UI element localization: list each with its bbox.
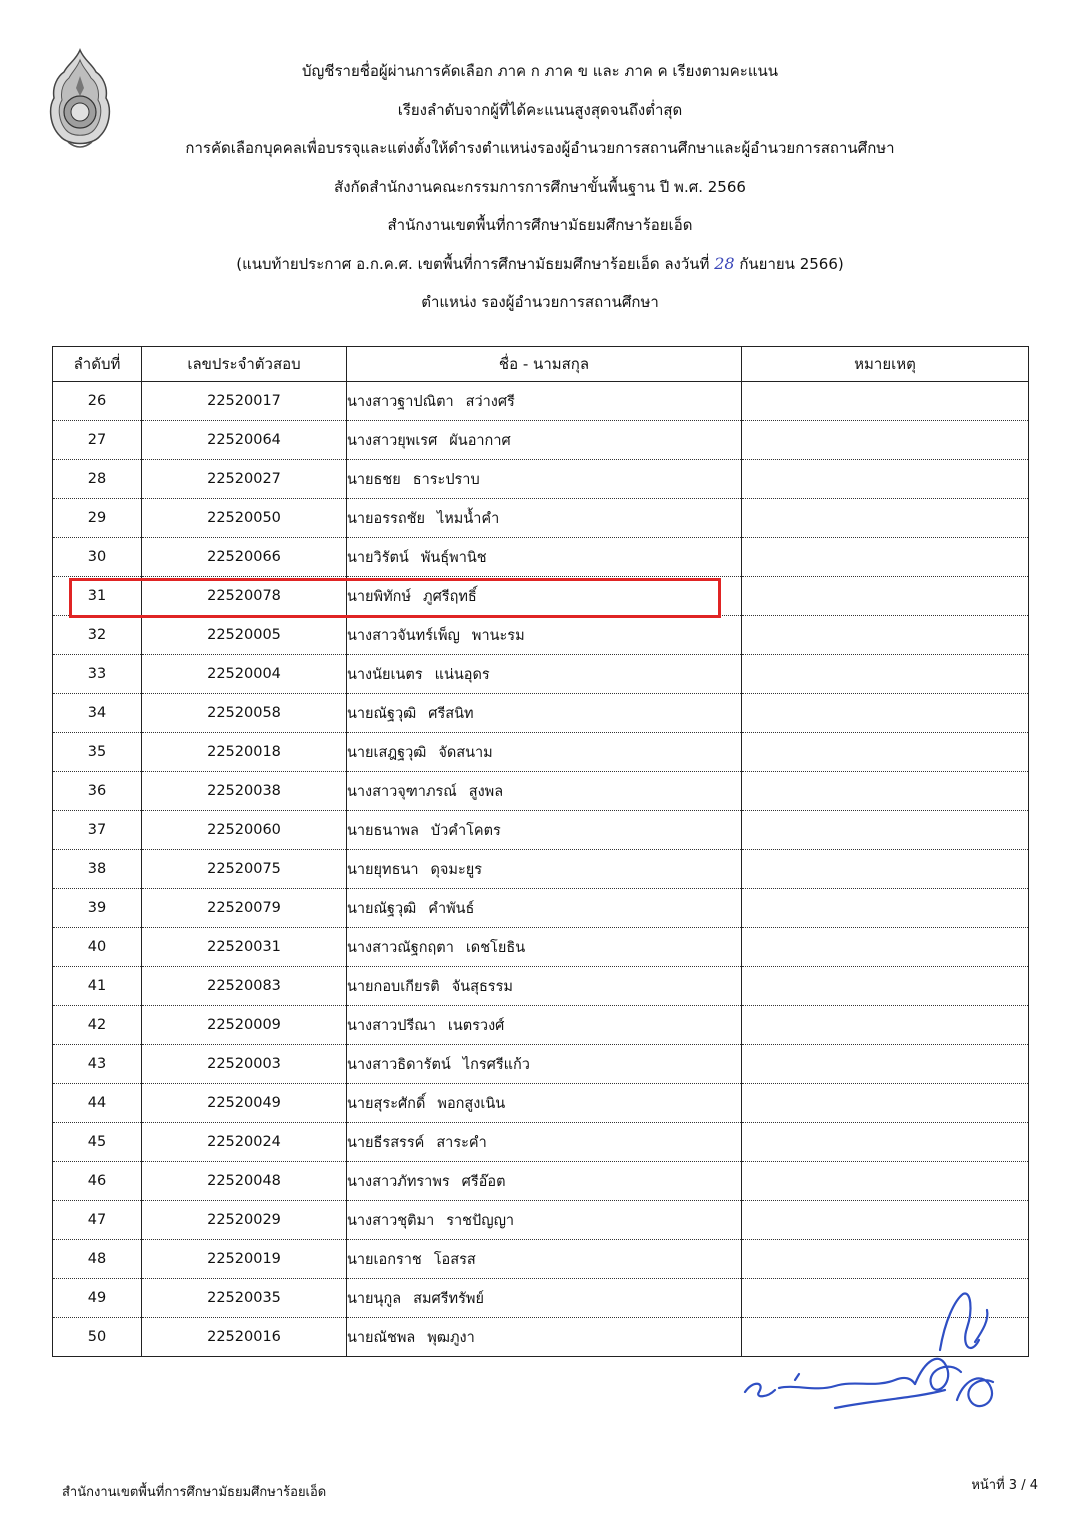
- last-name: แน่นอุดร: [434, 666, 490, 683]
- first-name: นายนุกูล: [347, 1290, 402, 1307]
- last-name: พุฒภูงา: [427, 1329, 475, 1346]
- first-name: นางสาวจุฑาภรณ์: [347, 783, 457, 800]
- name-cell: [347, 655, 742, 694]
- rank-cell: 45: [53, 1123, 142, 1162]
- name-cell: [347, 1084, 742, 1123]
- note-cell: [742, 460, 1029, 499]
- header-position: ตำแหน่ง รองผู้อำนวยการสถานศึกษา: [421, 293, 659, 311]
- first-name: นางสาวณัฐกฤตา: [347, 939, 454, 956]
- first-name: นางสาวยุพเรศ: [347, 432, 438, 449]
- name-cell: [347, 850, 742, 889]
- note-cell: [742, 1045, 1029, 1084]
- last-name: สว่างศรี: [465, 393, 515, 410]
- exam-id-cell: 22520019: [142, 1240, 347, 1279]
- name-cell: [347, 928, 742, 967]
- table-row: [53, 1084, 1029, 1123]
- rank-cell: 34: [53, 694, 142, 733]
- rank-cell: 32: [53, 616, 142, 655]
- rank-cell: 38: [53, 850, 142, 889]
- document-header: [120, 52, 960, 322]
- table-row: [53, 967, 1029, 1006]
- rank-cell: 29: [53, 499, 142, 538]
- exam-id-cell: 22520083: [142, 967, 347, 1006]
- table-row: [53, 889, 1029, 928]
- header-announcement-ref: [120, 245, 960, 284]
- rank-cell: 47: [53, 1201, 142, 1240]
- last-name: บัวคำโคตร: [430, 822, 501, 839]
- name-cell: [347, 382, 742, 421]
- last-name: คำพันธ์: [428, 900, 475, 917]
- note-cell: [742, 733, 1029, 772]
- first-name: นายเอกราช: [347, 1251, 422, 1268]
- exam-id-cell: 22520005: [142, 616, 347, 655]
- table-row: [53, 460, 1029, 499]
- highlight-box: [69, 578, 721, 618]
- exam-id-cell: 22520049: [142, 1084, 347, 1123]
- rank-cell: 37: [53, 811, 142, 850]
- rank-cell: 26: [53, 382, 142, 421]
- last-name: สูงพล: [468, 783, 504, 800]
- column-header-exam-id: เลขประจำตัวสอบ: [142, 347, 347, 382]
- last-name: ไกรศรีแก้ว: [462, 1056, 530, 1073]
- rank-cell: 31: [53, 577, 142, 616]
- exam-id-cell: 22520078: [142, 577, 347, 616]
- rank-cell: 50: [53, 1318, 142, 1357]
- table-row: [53, 655, 1029, 694]
- rank-cell: 40: [53, 928, 142, 967]
- table-row: [53, 928, 1029, 967]
- rank-cell: 41: [53, 967, 142, 1006]
- note-cell: [742, 382, 1029, 421]
- name-cell: [347, 772, 742, 811]
- note-cell: [742, 967, 1029, 1006]
- exam-id-cell: 22520024: [142, 1123, 347, 1162]
- last-name: เนตรวงศ์: [447, 1017, 505, 1034]
- exam-id-cell: 22520009: [142, 1006, 347, 1045]
- header-office: สำนักงานเขตพื้นที่การศึกษามัธยมศึกษาร้อยเอ็ด: [387, 216, 693, 234]
- last-name: สมศรีทรัพย์: [413, 1290, 484, 1307]
- table-row: [53, 733, 1029, 772]
- last-name: โอสรส: [433, 1251, 476, 1268]
- table-row: [53, 1162, 1029, 1201]
- last-name: พันธุ์พานิช: [420, 549, 487, 566]
- exam-id-cell: 22520031: [142, 928, 347, 967]
- name-cell: [347, 811, 742, 850]
- first-name: นายณัฐวุฒิ: [347, 900, 417, 917]
- note-cell: [742, 1006, 1029, 1045]
- rank-cell: 48: [53, 1240, 142, 1279]
- note-cell: [742, 1084, 1029, 1123]
- name-cell: [347, 889, 742, 928]
- rank-cell: 27: [53, 421, 142, 460]
- name-cell: [347, 499, 742, 538]
- rank-cell: 39: [53, 889, 142, 928]
- last-name: ดุจมะยูร: [430, 861, 483, 878]
- name-cell: [347, 1318, 742, 1357]
- last-name: ราชปัญญา: [446, 1212, 515, 1229]
- last-name: พอกสูงเนิน: [437, 1095, 506, 1112]
- note-cell: [742, 811, 1029, 850]
- last-name: ธาระปราบ: [412, 471, 480, 488]
- column-header-rank: ลำดับที่: [53, 347, 142, 382]
- name-cell: [347, 694, 742, 733]
- exam-id-cell: 22520079: [142, 889, 347, 928]
- last-name: จัดสนาม: [438, 744, 493, 761]
- name-cell: [347, 538, 742, 577]
- first-name: นายธชย: [347, 471, 401, 488]
- table-header-row: [53, 347, 1029, 382]
- name-cell: [347, 616, 742, 655]
- first-name: นายธนาพล: [347, 822, 419, 839]
- table-row: [53, 694, 1029, 733]
- first-name: นางสาวฐาปณิตา: [347, 393, 454, 410]
- name-cell: [347, 460, 742, 499]
- first-name: นายณัฐวุฒิ: [347, 705, 417, 722]
- name-cell: [347, 1123, 742, 1162]
- exam-id-cell: 22520004: [142, 655, 347, 694]
- announcement-handwritten-day: 28: [714, 253, 735, 273]
- first-name: นายกอบเกียรติ: [347, 978, 440, 995]
- rank-cell: 36: [53, 772, 142, 811]
- rank-cell: 35: [53, 733, 142, 772]
- note-cell: [742, 1201, 1029, 1240]
- note-cell: [742, 889, 1029, 928]
- note-cell: [742, 850, 1029, 889]
- first-name: นายธีรสรรค์: [347, 1134, 425, 1151]
- first-name: นายยุทธนา: [347, 861, 419, 878]
- last-name: ไหมน้ำคำ: [436, 510, 500, 527]
- rank-cell: 42: [53, 1006, 142, 1045]
- table-row: [53, 616, 1029, 655]
- table-row: [53, 1201, 1029, 1240]
- table-row: [53, 772, 1029, 811]
- name-cell: [347, 1201, 742, 1240]
- table-row: [53, 538, 1029, 577]
- first-name: นางสาวจันทร์เพ็ญ: [347, 627, 460, 644]
- name-cell: [347, 1162, 742, 1201]
- note-cell: [742, 1123, 1029, 1162]
- last-name: จันสุธรรม: [451, 978, 513, 995]
- first-name: นางนัยเนตร: [347, 666, 423, 683]
- name-cell: [347, 1240, 742, 1279]
- header-title: บัญชีรายชื่อผู้ผ่านการคัดเลือก ภาค ก ภาค ข และ ภาค ค เรียงตามคะแนน: [301, 62, 779, 80]
- note-cell: [742, 928, 1029, 967]
- table-row: [53, 499, 1029, 538]
- exam-id-cell: 22520050: [142, 499, 347, 538]
- emblem-logo-icon: [44, 46, 116, 156]
- last-name: เดชโยธิน: [465, 939, 526, 956]
- first-name: นางสาวธิดารัตน์: [347, 1056, 451, 1073]
- first-name: นายวิรัตน์: [347, 549, 409, 566]
- header-selection-purpose: การคัดเลือกบุคคลเพื่อบรรจุและแต่งตั้งให้ดำรงตำแหน่งรองผู้อำนวยการสถานศึกษาและผู้อำนวยการสถานศึกษา: [185, 139, 895, 157]
- rank-cell: 49: [53, 1279, 142, 1318]
- table-row: [53, 1045, 1029, 1084]
- exam-id-cell: 22520029: [142, 1201, 347, 1240]
- note-cell: [742, 1240, 1029, 1279]
- handwritten-signature: [735, 1280, 1015, 1430]
- name-cell: [347, 967, 742, 1006]
- table-row: [53, 850, 1029, 889]
- last-name: ศรีอ๊อต: [461, 1173, 506, 1190]
- announcement-prefix: (แนบท้ายประกาศ อ.ก.ค.ศ. เขตพื้นที่การศึกษามัธยมศึกษาร้อยเอ็ด ลงวันที่: [236, 254, 710, 273]
- first-name: นางสาวชุติมา: [347, 1212, 435, 1229]
- first-name: นายณัชพล: [347, 1329, 416, 1346]
- results-table: [52, 346, 1029, 1357]
- name-cell: [347, 421, 742, 460]
- header-sort-order: เรียงลำดับจากผู้ที่ได้คะแนนสูงสุดจนถึงต่ำสุด: [397, 100, 683, 119]
- last-name: ภูศรีฤทธิ์: [423, 588, 477, 605]
- note-cell: [742, 421, 1029, 460]
- exam-id-cell: 22520064: [142, 421, 347, 460]
- last-name: ศรีสนิท: [428, 705, 474, 722]
- note-cell: [742, 616, 1029, 655]
- table-row: [53, 1006, 1029, 1045]
- last-name: พานะรม: [471, 627, 525, 644]
- first-name: นายพิทักษ์: [347, 588, 412, 605]
- name-cell: [347, 1045, 742, 1084]
- rank-cell: 44: [53, 1084, 142, 1123]
- note-cell: [742, 538, 1029, 577]
- rank-cell: 28: [53, 460, 142, 499]
- column-header-note: หมายเหตุ: [742, 347, 1029, 382]
- exam-id-cell: 22520016: [142, 1318, 347, 1357]
- name-cell: [347, 733, 742, 772]
- note-cell: [742, 499, 1029, 538]
- last-name: ผันอากาศ: [449, 432, 511, 449]
- exam-id-cell: 22520060: [142, 811, 347, 850]
- name-cell: [347, 1006, 742, 1045]
- announcement-suffix: กันยายน 2566): [739, 254, 844, 273]
- exam-id-cell: 22520018: [142, 733, 347, 772]
- exam-id-cell: 22520017: [142, 382, 347, 421]
- name-cell: [347, 1279, 742, 1318]
- first-name: นายอรรถชัย: [347, 510, 425, 527]
- table-row: [53, 421, 1029, 460]
- note-cell: [742, 655, 1029, 694]
- table-row: [53, 382, 1029, 421]
- exam-id-cell: 22520048: [142, 1162, 347, 1201]
- exam-id-cell: 22520058: [142, 694, 347, 733]
- rank-cell: 43: [53, 1045, 142, 1084]
- footer-office: สำนักงานเขตพื้นที่การศึกษามัธยมศึกษาร้อยเอ็ด: [62, 1485, 327, 1500]
- first-name: นางสาวปรีณา: [347, 1017, 436, 1034]
- rank-cell: 46: [53, 1162, 142, 1201]
- exam-id-cell: 22520027: [142, 460, 347, 499]
- first-name: นายเสฎฐวุฒิ: [347, 744, 427, 761]
- first-name: นางสาวภัทราพร: [347, 1173, 450, 1190]
- first-name: นายสุระศักดิ์: [347, 1095, 426, 1112]
- note-cell: [742, 694, 1029, 733]
- header-agency: สังกัดสำนักงานคณะกรรมการการศึกษาขั้นพื้นฐาน ปี พ.ศ. 2566: [334, 177, 746, 196]
- exam-id-cell: 22520075: [142, 850, 347, 889]
- exam-id-cell: 22520066: [142, 538, 347, 577]
- last-name: สาระคำ: [436, 1134, 487, 1151]
- table-row: [53, 811, 1029, 850]
- column-header-name: ชื่อ - นามสกุล: [347, 347, 742, 382]
- rank-cell: 30: [53, 538, 142, 577]
- exam-id-cell: 22520038: [142, 772, 347, 811]
- exam-id-cell: 22520003: [142, 1045, 347, 1084]
- table-row: [53, 1240, 1029, 1279]
- page-number: หน้าที่ 3 / 4: [971, 1478, 1038, 1493]
- rank-cell: 33: [53, 655, 142, 694]
- exam-id-cell: 22520035: [142, 1279, 347, 1318]
- note-cell: [742, 577, 1029, 616]
- note-cell: [742, 1162, 1029, 1201]
- note-cell: [742, 772, 1029, 811]
- table-row: [53, 1123, 1029, 1162]
